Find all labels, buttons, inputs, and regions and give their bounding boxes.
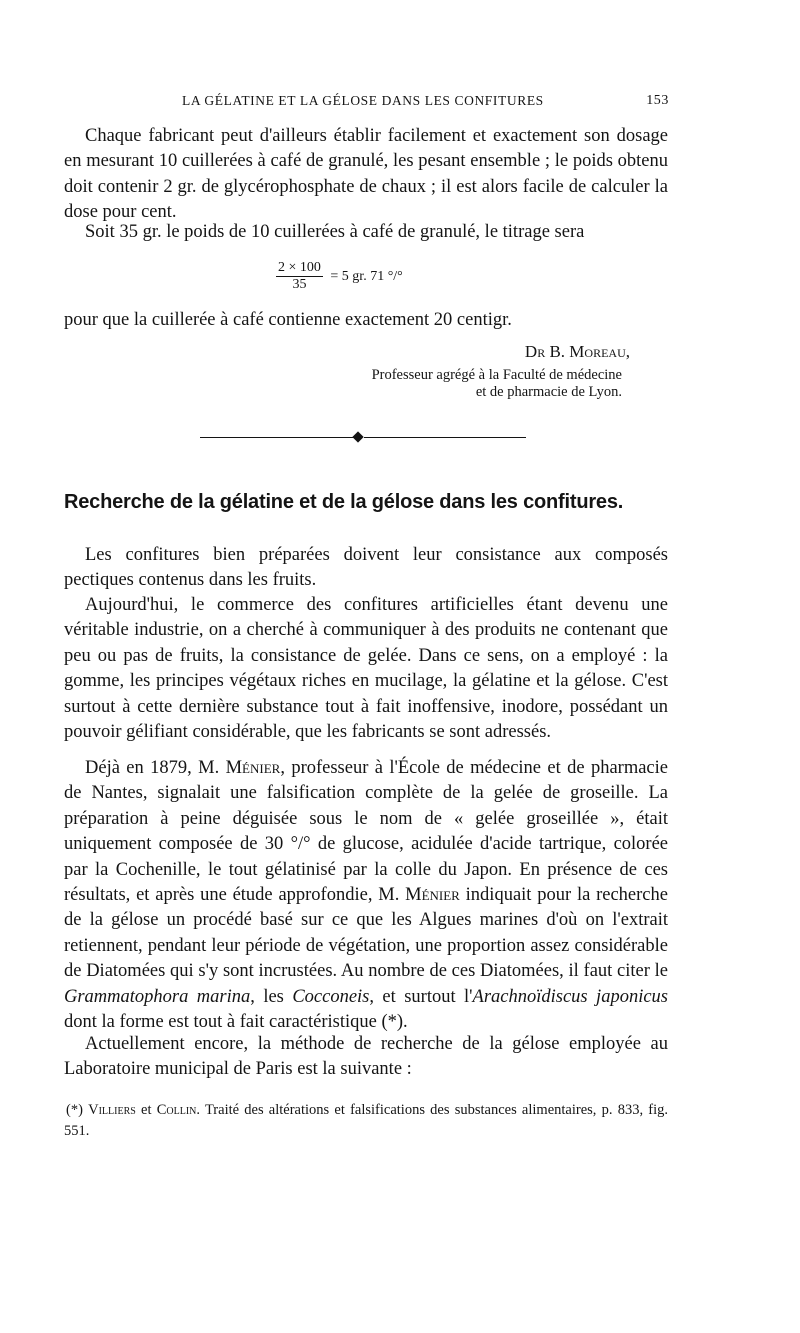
menier-text-c: indiquait pour la recherche de la gélose un procédé basé sur ce que les Algues marines d'où on l'extrait retiennent, pendant leur période de végétation, une proportion assez considérable de Diatomées qui s'y sont incrustées. Au nombre de ces Diatomées, il faut citer le xyxy=(64,885,668,982)
paragraph-consistance: Les confitures bien préparées doivent leur consistance aux composés pectiques contenus dans les fruits. xyxy=(64,545,668,591)
running-head-title: LA GÉLATINE ET LA GÉLOSE DANS LES CONFITURES xyxy=(182,93,544,108)
divider-line-left xyxy=(200,437,354,438)
menier-text-e: , et surtout l' xyxy=(369,986,473,1007)
formula-denominator: 35 xyxy=(292,277,307,292)
author-menier: Ménier xyxy=(225,758,281,778)
formula-numerator: 2 × 100 xyxy=(278,260,321,275)
species-cocconeis: Cocconeis xyxy=(292,986,370,1007)
paragraph-titrage: Soit 35 gr. le poids de 10 cuillerées à café de granulé, le titrage sera xyxy=(85,222,585,242)
footnote-text: . Traité des altérations et falsifications des substances alimentaires, p. 833, fig. 551. xyxy=(64,1102,669,1139)
paragraph-commerce: Aujourd'hui, le commerce des confitures artificielles étant devenu une véritable industrie, on a cherché à communiquer à des produits ne contenant que peu ou pas de fruits, la consistance de gelée. Dans ce sens, on a employé : la gomme, les principes végétaux riches en mucilage, la gélatine et la gélose. C'est surtout à cette dernière substance tout à fait inoffensive, inodore, possédant un pouvoir gélifiant considérable, que les fabricants se sont adressés. xyxy=(64,595,668,743)
menier-text-a: Déjà en 1879, M. xyxy=(85,758,226,778)
paragraph-centigr: pour que la cuillerée à café contienne exactement 20 centigr. xyxy=(64,310,512,330)
formula xyxy=(276,260,403,296)
signature-title xyxy=(292,367,622,401)
footnote-author-villiers: Villiers xyxy=(88,1102,136,1118)
divider-diamond-icon xyxy=(352,431,363,442)
footnote xyxy=(64,1100,668,1142)
menier-text-b: , professeur à l'École de médecine et de pharmacie de Nantes, signalait une falsification complète de la gelée de groseille. La préparation à peine déguisée sous le nom de « gelée groseillée », était uniquement composée de 30 °/° de glucose, acidulée d'acide tartrique, colorée par la Cochenille, le tout gélatinisé par la colle du Japon. En présence de ces résultats, et après une étude approfondie, M. xyxy=(64,758,668,906)
section-heading: Recherche de la gélatine et de la gélose dans les confitures. xyxy=(64,491,624,513)
footnote-author-collin: Collin xyxy=(156,1102,197,1118)
footnote-conj: et xyxy=(135,1102,157,1118)
signature-title-line1: Professeur agrégé à la Faculté de médecine xyxy=(371,367,622,383)
paragraph-laboratoire: Actuellement encore, la méthode de recherche de la gélose employée au Laboratoire municipal de Paris est la suivante : xyxy=(64,1034,668,1080)
menier-text-f: dont la forme est tout à fait caractéristique (*). xyxy=(64,1012,408,1033)
species-arachnoidiscus: Arachnoïdiscus japonicus xyxy=(472,986,668,1007)
signature-title-line2: et de pharmacie de Lyon. xyxy=(475,384,622,400)
author-menier-2: Ménier xyxy=(405,885,460,906)
formula-result: = 5 gr. 71 °/° xyxy=(330,268,403,284)
running-head xyxy=(64,90,669,112)
page-number: 153 xyxy=(646,93,669,108)
menier-text-d: , les xyxy=(250,986,293,1007)
formula-fraction xyxy=(276,260,323,293)
signature-name: Dr B. Moreau, xyxy=(524,342,630,361)
section-divider xyxy=(200,432,526,444)
footnote-mark: (*) xyxy=(66,1102,89,1118)
paragraph-menier xyxy=(64,756,668,1035)
divider-line-right xyxy=(364,437,526,438)
species-grammatophora: Grammatophora marina xyxy=(64,986,251,1007)
paragraph-dosage: Chaque fabricant peut d'ailleurs établir facilement et exactement son dosage en mesurant 10 cuillerées à café de granulé, les pesant ensemble ; le poids obtenu doit contenir 2 gr. de glycérophosphate de chaux ; il est alors facile de calculer la dose pour cent. xyxy=(64,126,668,223)
